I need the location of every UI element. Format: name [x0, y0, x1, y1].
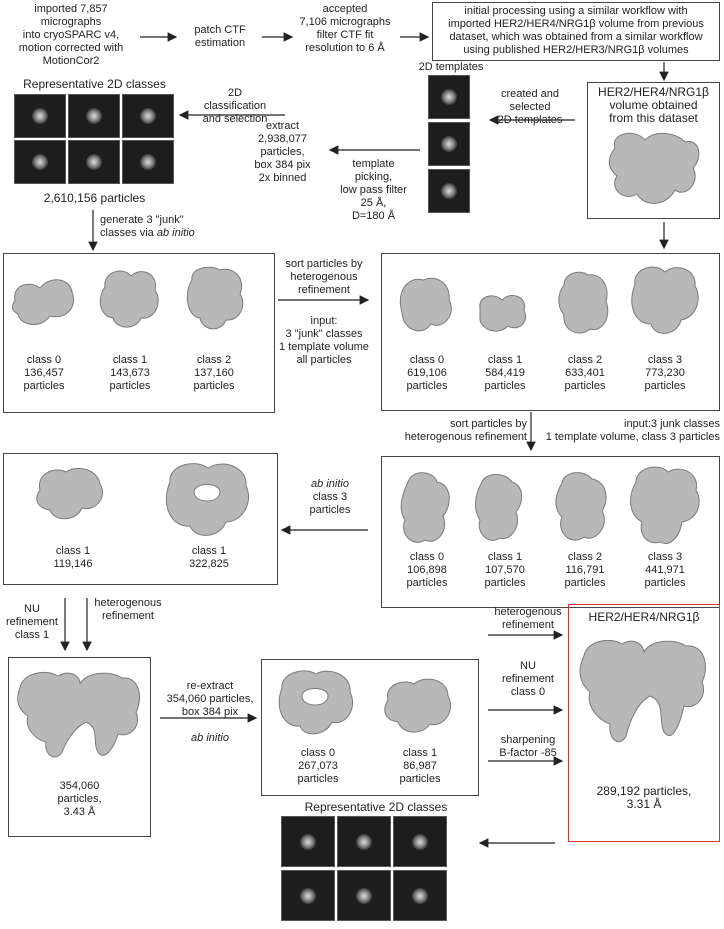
class-name: class 3 — [647, 551, 683, 563]
class-label — [283, 747, 353, 786]
class-count: 322,825 — [189, 558, 229, 570]
class-label — [392, 551, 462, 590]
het-refinement-step-2: heterogenous refinement — [494, 606, 562, 631]
class-label — [470, 354, 540, 393]
class-name: class 1 — [112, 354, 148, 366]
class-label — [550, 354, 620, 393]
template-thumb — [428, 122, 470, 166]
rep2d-title: Representative 2D classes — [23, 77, 166, 91]
class-map — [10, 270, 80, 338]
class-thumb — [393, 870, 447, 921]
nu-refinement-step: NU refinement class 1 — [6, 603, 58, 641]
abinitio-step: ab initio class 3 particles — [309, 478, 351, 516]
class-count: 584,419 — [485, 367, 525, 379]
class-map — [393, 468, 463, 552]
class-thumb — [14, 140, 66, 184]
volume-label: HER2/HER4/NRG1β volume obtained from this dataset — [598, 85, 709, 125]
het-refinement-step: heterogenous refinement — [94, 597, 162, 622]
class-unit: particles — [406, 577, 448, 589]
class-label — [630, 354, 700, 393]
class-count: 267,073 — [298, 760, 338, 772]
class-label — [174, 545, 244, 571]
class-label — [179, 354, 249, 393]
patch-ctf-step: patch CTF estimation — [194, 24, 246, 49]
rep2d-title-bottom: Representative 2D classes — [304, 800, 448, 814]
final-stats: 289,192 particles, 3.31 Å — [596, 784, 692, 811]
class-thumb — [337, 870, 391, 921]
abinitio-step-2: ab initio — [191, 732, 229, 744]
class-count: 441,971 — [645, 564, 685, 576]
class-count: 116,791 — [565, 564, 605, 576]
class-thumb — [122, 140, 174, 184]
input-step-1: input: 3 "junk" classes 1 template volume all particles — [279, 315, 369, 366]
class-label — [385, 747, 455, 786]
class-unit: particles — [564, 380, 606, 392]
class-count: 619,106 — [407, 367, 447, 379]
sort-step-2: sort particles by heterogenous refinement — [404, 418, 527, 443]
class-map — [393, 268, 463, 344]
class-unit: particles — [297, 773, 339, 785]
class-count: 119,146 — [53, 558, 93, 570]
class-map — [378, 670, 462, 746]
class-unit: particles — [644, 380, 686, 392]
reextract-step: re-extract 354,060 particles, box 384 pix — [166, 680, 254, 718]
class-name: class 3 — [647, 354, 683, 366]
class-count: 86,987 — [403, 760, 437, 772]
class-map — [470, 282, 540, 342]
class-name: class 2 — [567, 551, 603, 563]
class-count: 136,457 — [24, 367, 64, 379]
extract-step: extract 2,938,077 particles, box 384 pix 2x binned — [254, 120, 311, 184]
class-label — [95, 354, 165, 393]
class-name: class 1 — [55, 545, 91, 557]
sharpening-step: sharpening B-factor -85 — [499, 734, 557, 759]
class-name: class 2 — [567, 354, 603, 366]
class-map — [470, 468, 540, 552]
class-name: class 1 — [487, 551, 523, 563]
class-count: 137,160 — [194, 367, 234, 379]
classification-step: 2D classification and selection — [202, 87, 268, 125]
map-343 — [14, 668, 146, 768]
class-map — [95, 262, 165, 338]
accepted-step: accepted 7,106 micrographs filter CTF fit resolution to 6 Å — [299, 3, 391, 54]
class-name: class 0 — [300, 747, 336, 759]
picking-step: template picking, low pass filter 25 Å, D=180 Å — [340, 158, 407, 222]
class-label — [550, 551, 620, 590]
import-step: imported 7,857 micrographs into cryoSPARC v4, motion corrected with MotionCor2 — [18, 3, 124, 67]
class-label — [470, 551, 540, 590]
class-name: class 0 — [409, 354, 445, 366]
class-label — [392, 354, 462, 393]
class-thumb — [281, 870, 335, 921]
class-label — [38, 545, 108, 571]
class-map — [626, 462, 706, 554]
class-thumb — [337, 816, 391, 867]
class-unit: particles — [564, 577, 606, 589]
class-name: class 0 — [26, 354, 62, 366]
class-count: 107,570 — [485, 564, 525, 576]
class-unit: particles — [406, 380, 448, 392]
class-unit: particles — [644, 577, 686, 589]
volume-map — [605, 128, 705, 214]
rep2d-count: 2,610,156 particles — [43, 191, 146, 205]
class-thumb — [14, 94, 66, 138]
class-unit: particles — [484, 380, 526, 392]
map-343-stats: 354,060 particles, 3.43 Å — [57, 780, 102, 818]
class-name: class 1 — [487, 354, 523, 366]
class-thumb — [68, 140, 120, 184]
template-thumb — [428, 75, 470, 119]
input-step-2: input:3 junk classes 1 template volume, class 3 particles — [545, 418, 720, 443]
initial-processing-text: initial processing using a similar workflow with imported HER2/HER4/NRG1β volume from previous dataset, which was obtained from a similar workflow using published HER2/HER3/NRG1β volumes — [448, 5, 704, 56]
class-name: class 1 — [402, 747, 438, 759]
class-unit: particles — [193, 380, 235, 392]
templates-title: 2D templates — [418, 61, 484, 73]
class-map — [160, 458, 256, 548]
class-thumb — [68, 94, 120, 138]
class-map — [550, 265, 620, 345]
class-name: class 0 — [409, 551, 445, 563]
class-count: 633,401 — [565, 367, 605, 379]
class-thumb — [281, 816, 335, 867]
class-thumb — [122, 94, 174, 138]
class-unit: particles — [399, 773, 441, 785]
class-map — [625, 262, 705, 346]
class-name: class 1 — [191, 545, 227, 557]
class-unit: particles — [23, 380, 65, 392]
class-count: 143,673 — [110, 367, 150, 379]
class-map — [548, 465, 622, 553]
template-thumb — [428, 169, 470, 213]
class-label — [9, 354, 79, 393]
class-unit: particles — [484, 577, 526, 589]
class-count: 106,898 — [407, 564, 447, 576]
final-map — [576, 636, 714, 764]
class-name: class 2 — [196, 354, 232, 366]
class-thumb — [393, 816, 447, 867]
class-unit: particles — [109, 380, 151, 392]
sort-step-1: sort particles by heterogenous refinement — [285, 258, 363, 296]
nu-refinement-step-2: NU refinement class 0 — [502, 660, 554, 698]
junk-step: generate 3 "junk" classes via ab initio — [100, 214, 195, 239]
class-map — [272, 666, 362, 746]
class-label — [630, 551, 700, 590]
class-map — [180, 262, 250, 338]
final-title: HER2/HER4/NRG1β — [588, 610, 700, 624]
class-count: 773,230 — [645, 367, 685, 379]
class-map — [32, 462, 112, 530]
created-templates-step: created and selected 2D templates — [497, 88, 563, 126]
